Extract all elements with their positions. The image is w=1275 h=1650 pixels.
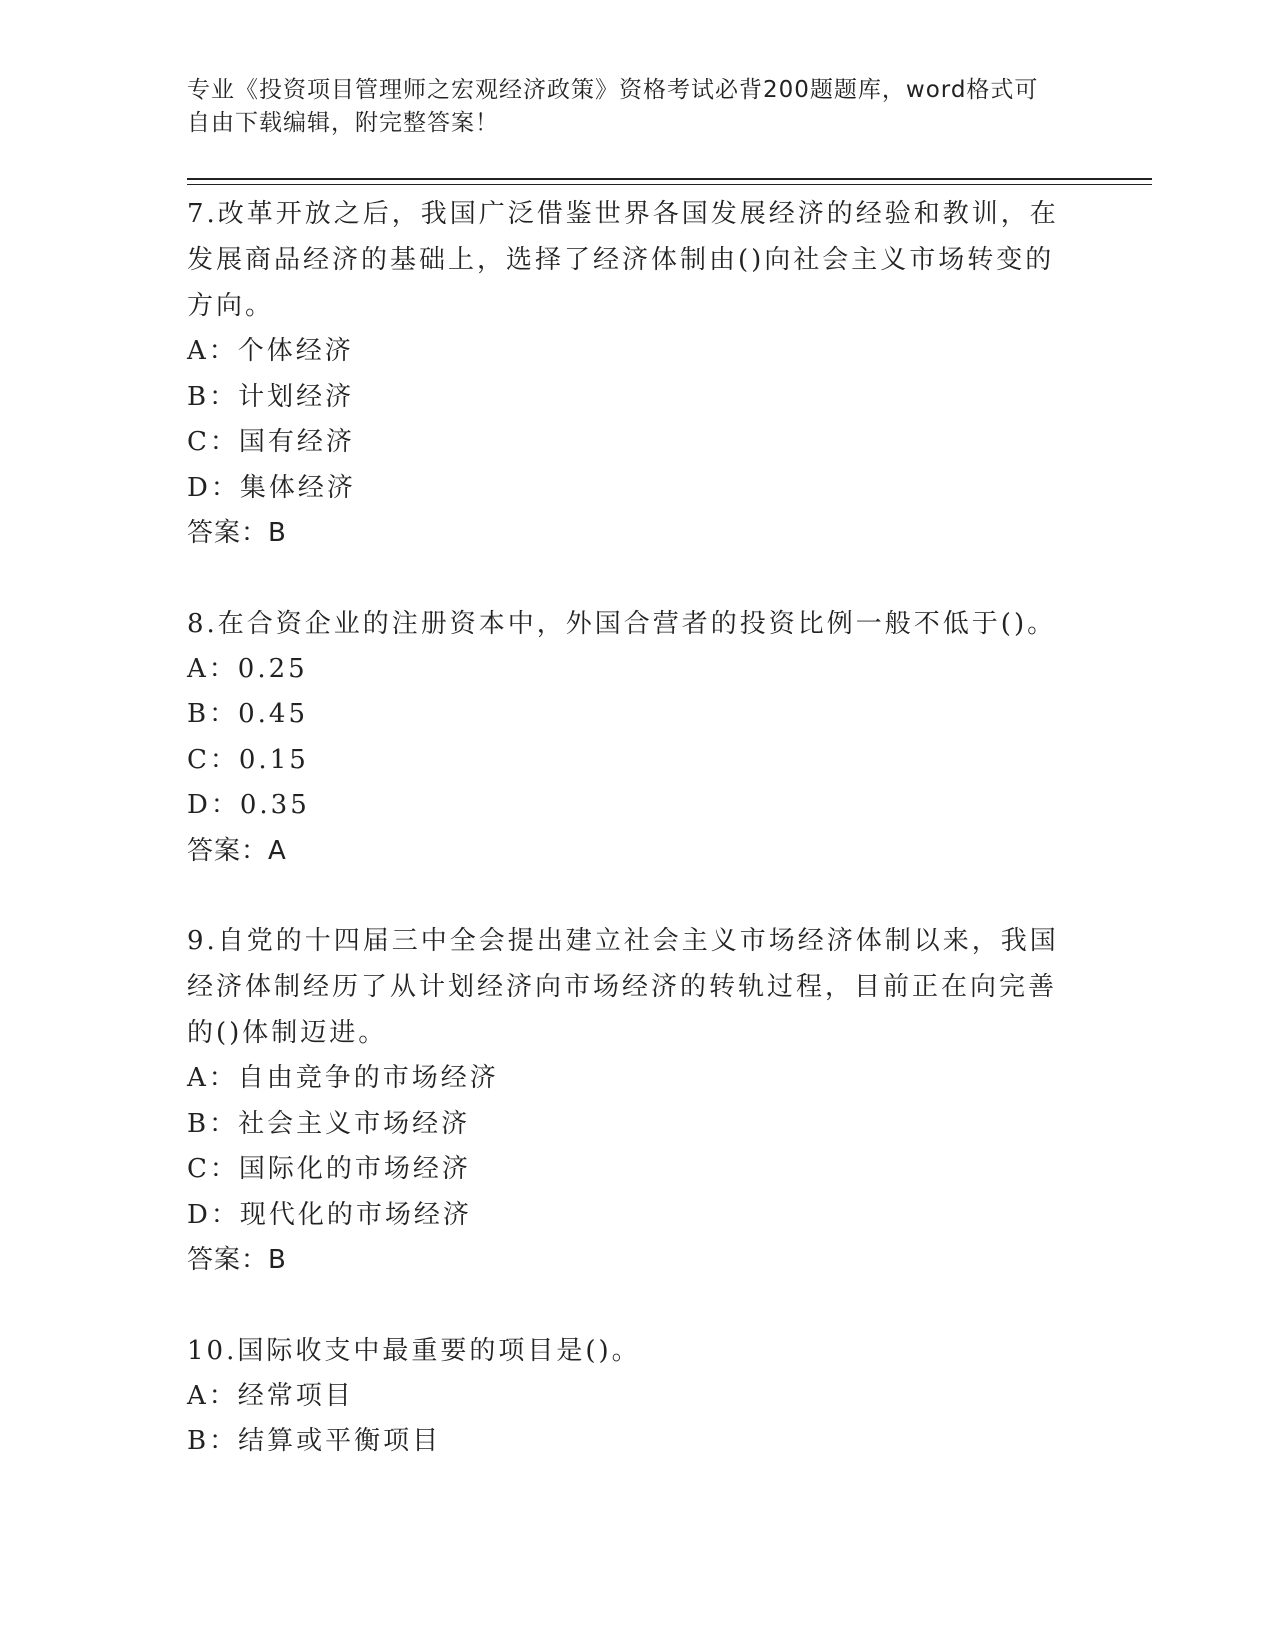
option-a: A：0.25 <box>187 653 308 684</box>
question-8 <box>187 601 1087 875</box>
option-b: B：0.45 <box>187 699 308 729</box>
option-b: B：结算或平衡项目 <box>187 1426 442 1456</box>
option-b: B：社会主义市场经济 <box>187 1108 471 1139</box>
stem-line: 8.在合资企业的注册资本中，外国合营者的投资比例一般不低于()。 <box>187 608 1057 639</box>
header-line-1: 专业《投资项目管理师之宏观经济政策》资格考试必背200题题库，word格式可 <box>187 77 1039 103</box>
stem-line: 9.自党的十四届三中全会提出建立社会主义市场经济体制以来，我国 <box>187 926 1059 956</box>
option-a: A：个体经济 <box>187 336 354 366</box>
stem-line: 方向。 <box>187 291 275 321</box>
header-rule-thin <box>187 184 1152 185</box>
option-d: D：现代化的市场经济 <box>187 1199 472 1230</box>
answer: 答案：B <box>187 1245 287 1275</box>
question-stem <box>187 918 1087 1056</box>
answer: 答案：A <box>187 835 287 866</box>
question-list <box>187 191 1087 1509</box>
option-c: C：国有经济 <box>187 427 355 457</box>
option-d: D：集体经济 <box>187 472 356 503</box>
stem-line: 10.国际收支中最重要的项目是()。 <box>187 1335 641 1366</box>
option-b: B：计划经济 <box>187 381 355 412</box>
question-10 <box>187 1328 1087 1465</box>
header-rule-thick <box>187 178 1152 180</box>
stem-line: 发展商品经济的基础上，选择了经济体制由()向社会主义市场转变的 <box>187 245 1055 275</box>
question-stem <box>187 191 1087 329</box>
question-7 <box>187 191 1087 557</box>
stem-line: 7.改革开放之后，我国广泛借鉴世界各国发展经济的经验和教训，在 <box>187 199 1059 229</box>
header-line-2: 自由下载编辑，附完整答案！ <box>187 110 499 136</box>
option-c: C：0.15 <box>187 744 309 775</box>
stem-line: 经济体制经历了从计划经济向市场经济的转轨过程，目前正在向完善 <box>187 972 1058 1002</box>
question-stem <box>187 601 1087 647</box>
option-a: A：自由竞争的市场经济 <box>187 1063 499 1093</box>
option-a: A：经常项目 <box>187 1380 354 1411</box>
question-stem <box>187 1328 1087 1374</box>
option-d: D：0.35 <box>187 790 310 820</box>
document-header <box>187 74 1067 140</box>
question-9 <box>187 918 1087 1284</box>
option-c: C：国际化的市场经济 <box>187 1154 471 1184</box>
stem-line: 的()体制迈进。 <box>187 1018 388 1048</box>
answer: 答案：B <box>187 518 287 548</box>
